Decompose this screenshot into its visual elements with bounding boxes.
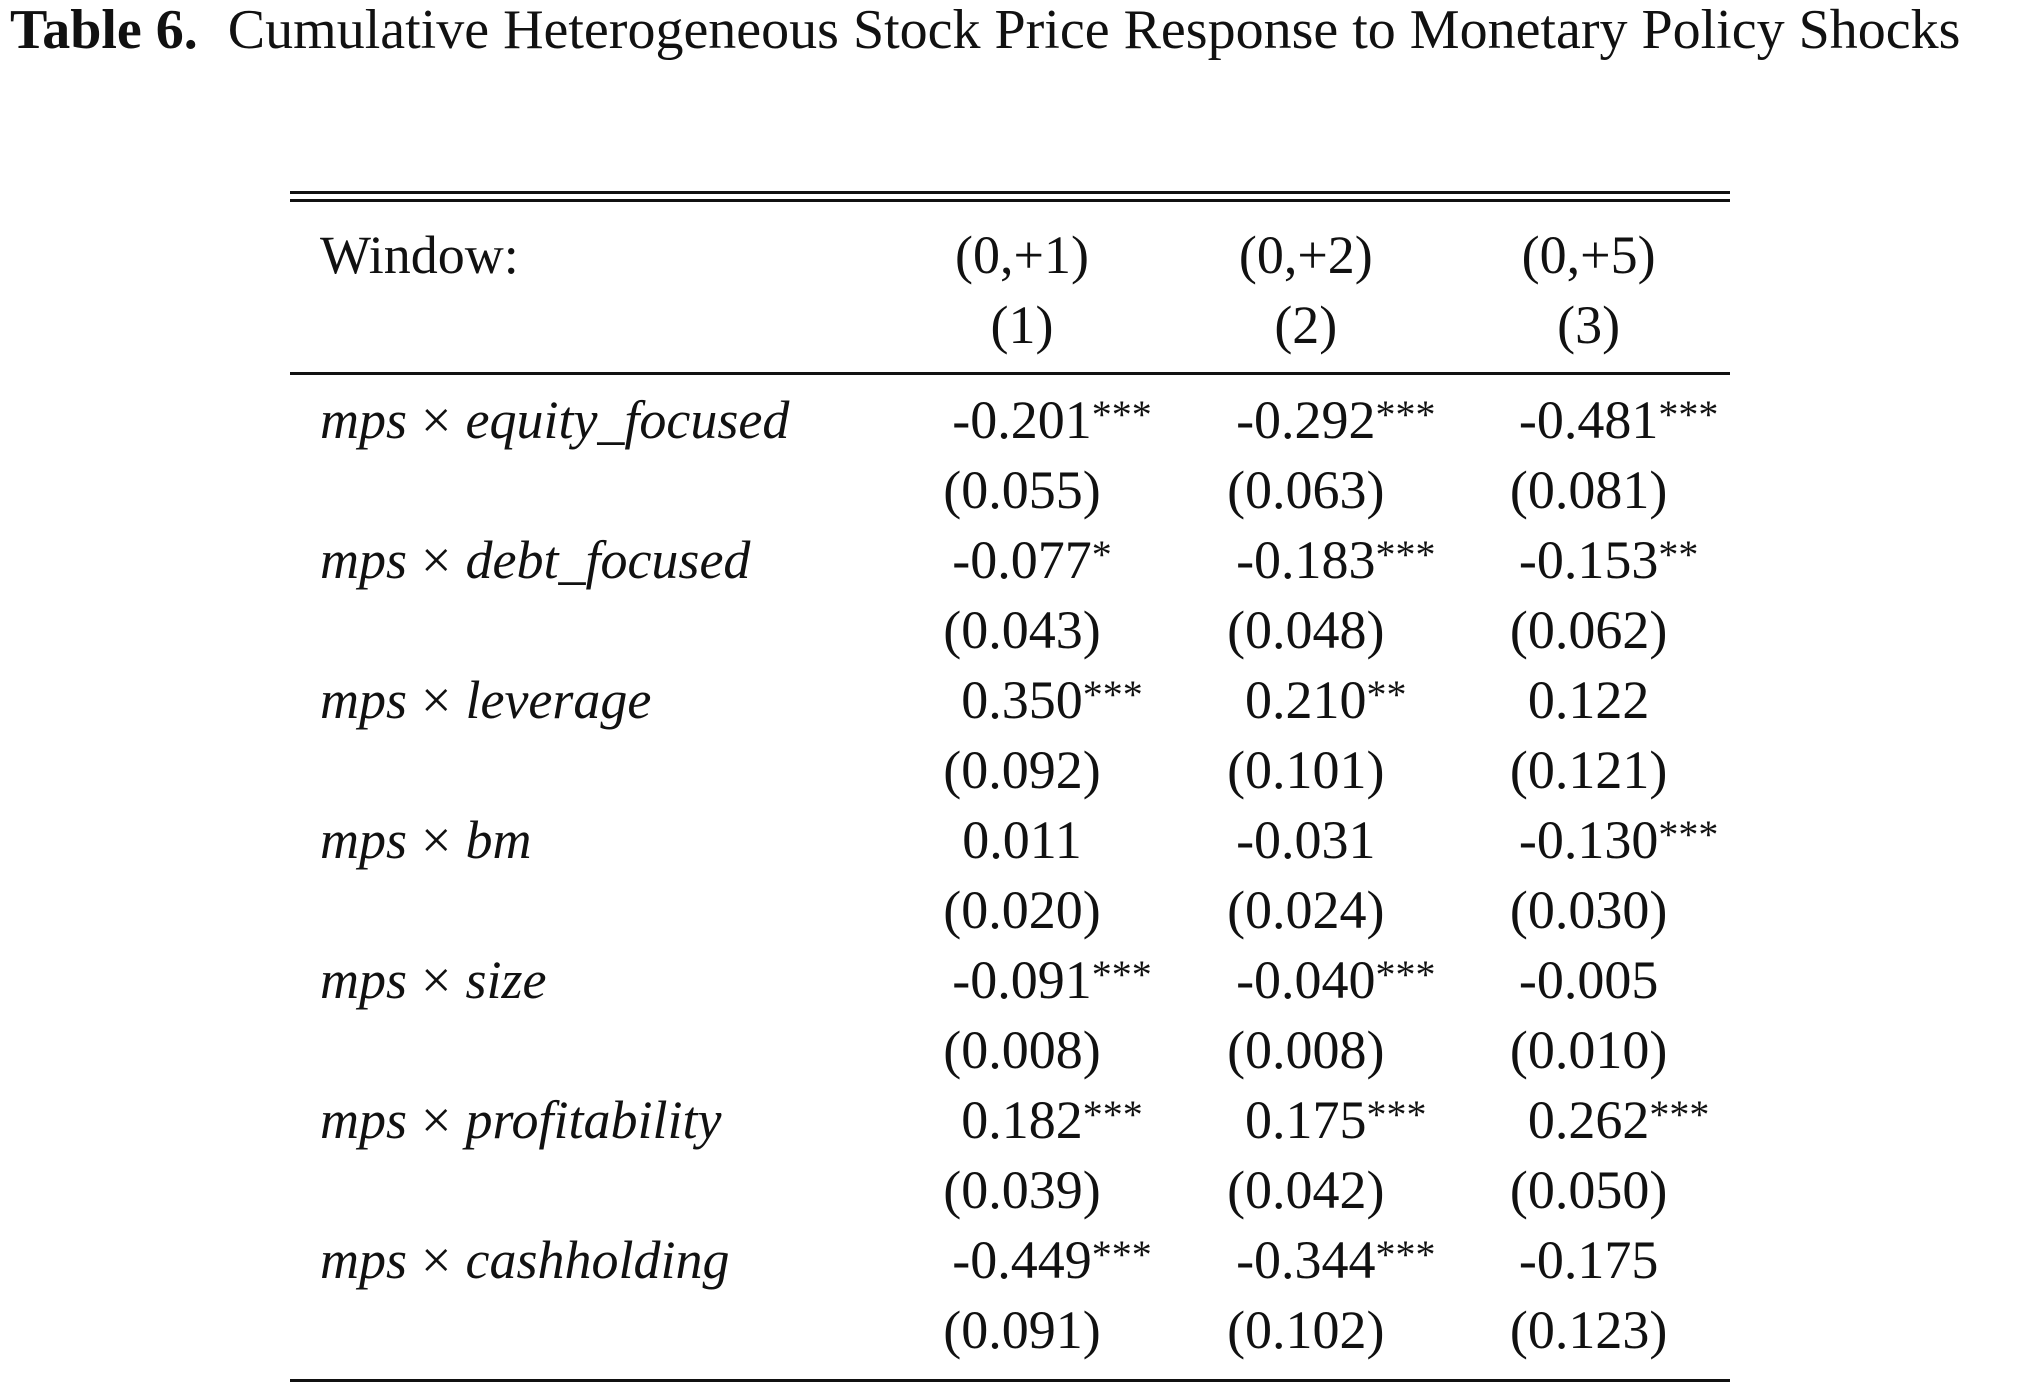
coefficient-value: -0.344 bbox=[1236, 1230, 1376, 1290]
coefficient-cell bbox=[1447, 665, 1730, 735]
header-row-windows bbox=[290, 220, 1730, 290]
coefficient-value: -0.040 bbox=[1236, 950, 1376, 1010]
coefficient-value: -0.077 bbox=[952, 530, 1092, 590]
standard-error-cell: (0.101) bbox=[1227, 740, 1385, 800]
coefficient-value: -0.091 bbox=[952, 950, 1092, 1010]
coefficient-value: -0.201 bbox=[952, 390, 1092, 450]
coefficient-cell: -0.130*** bbox=[1518, 810, 1719, 870]
standard-error-cell: (0.039) bbox=[943, 1160, 1101, 1220]
coefficient-cell: 0.182*** bbox=[961, 1090, 1143, 1150]
coefficient-value: -0.292 bbox=[1236, 390, 1376, 450]
table-number: Table 6. bbox=[10, 0, 198, 61]
standard-error-cell: (0.092) bbox=[943, 740, 1101, 800]
interaction-variable: bm bbox=[465, 810, 532, 870]
coefficient-cell: -0.481*** bbox=[1518, 390, 1719, 450]
row-label bbox=[290, 1225, 880, 1295]
standard-error-row bbox=[290, 1295, 1730, 1365]
coefficient-cell: -0.201*** bbox=[952, 390, 1152, 450]
standard-error-cell: (0.048) bbox=[1227, 600, 1385, 660]
coefficient-cell: -0.153** bbox=[1518, 530, 1699, 590]
standard-error-cell: (0.062) bbox=[1509, 600, 1668, 660]
interaction-variable: debt_focused bbox=[465, 530, 751, 590]
coefficient-row bbox=[290, 945, 1730, 1015]
coefficient-row bbox=[290, 525, 1730, 595]
standard-error-cell: (0.008) bbox=[1227, 1020, 1385, 1080]
header-row-columns bbox=[290, 290, 1730, 360]
interaction-variable: leverage bbox=[465, 670, 652, 730]
times-symbol: × bbox=[421, 810, 452, 870]
standard-error-row bbox=[290, 1155, 1730, 1225]
standard-error-cell: (0.020) bbox=[943, 880, 1101, 940]
interaction-prefix: mps bbox=[320, 390, 408, 450]
standard-error-cell: (0.050) bbox=[1509, 1160, 1668, 1220]
window-label: Window: bbox=[320, 225, 519, 285]
table-caption bbox=[10, 0, 1960, 60]
coefficient-cell: 0.210** bbox=[1245, 670, 1407, 730]
interaction-prefix: mps bbox=[320, 1230, 408, 1290]
interaction-prefix: mps bbox=[320, 1090, 408, 1150]
window-1: (0,+1) bbox=[955, 225, 1089, 285]
row-label bbox=[290, 1085, 880, 1155]
row-label bbox=[290, 525, 880, 595]
row-label bbox=[290, 665, 880, 735]
standard-error-cell: (0.123) bbox=[1509, 1300, 1668, 1360]
times-symbol: × bbox=[421, 670, 452, 730]
coefficient-cell: 0.262*** bbox=[1527, 1090, 1710, 1150]
times-symbol: × bbox=[421, 950, 452, 1010]
interaction-variable: size bbox=[465, 950, 547, 1010]
standard-error-cell: (0.081) bbox=[1509, 460, 1668, 520]
standard-error-cell: (0.102) bbox=[1227, 1300, 1385, 1360]
coefficient-cell bbox=[880, 805, 1165, 875]
row-label bbox=[290, 945, 880, 1015]
standard-error-cell: (0.091) bbox=[943, 1300, 1101, 1360]
standard-error-cell: (0.042) bbox=[1227, 1160, 1385, 1220]
times-symbol: × bbox=[421, 1090, 452, 1150]
standard-error-cell: (0.063) bbox=[1227, 460, 1385, 520]
coefficient-value: 0.182 bbox=[961, 1090, 1083, 1150]
table-header bbox=[290, 202, 1730, 372]
coefficient-value: 0.122 bbox=[1527, 670, 1650, 730]
window-2: (0,+2) bbox=[1238, 225, 1373, 285]
regression-table bbox=[290, 191, 1730, 1382]
coefficient-row bbox=[290, 805, 1730, 875]
table-title: Cumulative Heterogeneous Stock Price Response to Monetary Policy Shocks bbox=[227, 0, 1961, 61]
coefficient-cell: 0.350*** bbox=[961, 670, 1143, 730]
coefficient-row bbox=[290, 1225, 1730, 1295]
interaction-variable: profitability bbox=[465, 1090, 722, 1150]
standard-error-cell: (0.055) bbox=[943, 460, 1101, 520]
standard-error-cell: (0.043) bbox=[943, 600, 1101, 660]
interaction-prefix: mps bbox=[320, 670, 408, 730]
interaction-prefix: mps bbox=[320, 950, 408, 1010]
row-label bbox=[290, 385, 880, 455]
column-number-1: (1) bbox=[990, 295, 1054, 355]
bottom-rule bbox=[290, 1379, 1730, 1382]
coefficient-value: 0.210 bbox=[1245, 670, 1367, 730]
standard-error-row bbox=[290, 875, 1730, 945]
coefficient-value: -0.175 bbox=[1518, 1230, 1659, 1290]
window-3: (0,+5) bbox=[1521, 225, 1656, 285]
interaction-prefix: mps bbox=[320, 810, 408, 870]
standard-error-cell: (0.008) bbox=[943, 1020, 1101, 1080]
coefficient-cell: -0.344*** bbox=[1236, 1230, 1436, 1290]
interaction-variable: cashholding bbox=[465, 1230, 730, 1290]
times-symbol: × bbox=[421, 390, 452, 450]
coefficient-cell bbox=[1164, 805, 1447, 875]
coefficient-row bbox=[290, 1085, 1730, 1155]
coefficient-cell: -0.077* bbox=[952, 530, 1112, 590]
coefficient-value: 0.175 bbox=[1245, 1090, 1367, 1150]
coefficient-cell: -0.091*** bbox=[952, 950, 1152, 1010]
coefficient-row bbox=[290, 665, 1730, 735]
standard-error-row bbox=[290, 455, 1730, 525]
coefficient-value: -0.005 bbox=[1518, 950, 1659, 1010]
coefficient-value: -0.130 bbox=[1518, 810, 1659, 870]
table-body bbox=[290, 375, 1730, 1379]
standard-error-row bbox=[290, 595, 1730, 665]
interaction-prefix: mps bbox=[320, 530, 408, 590]
coefficient-value: -0.031 bbox=[1236, 810, 1376, 870]
coefficient-cell bbox=[1447, 945, 1730, 1015]
coefficient-value: 0.350 bbox=[961, 670, 1083, 730]
top-rule bbox=[290, 191, 1730, 202]
coefficient-value: -0.183 bbox=[1236, 530, 1376, 590]
times-symbol: × bbox=[421, 1230, 452, 1290]
times-symbol: × bbox=[421, 530, 452, 590]
interaction-variable: equity_focused bbox=[465, 390, 790, 450]
column-number-3: (3) bbox=[1557, 295, 1621, 355]
standard-error-cell: (0.030) bbox=[1509, 880, 1668, 940]
coefficient-cell: -0.183*** bbox=[1236, 530, 1436, 590]
coefficient-value: -0.449 bbox=[952, 1230, 1092, 1290]
coefficient-value: 0.011 bbox=[962, 810, 1082, 870]
coefficient-row bbox=[290, 385, 1730, 455]
coefficient-value: 0.262 bbox=[1527, 1090, 1650, 1150]
standard-error-row bbox=[290, 1015, 1730, 1085]
coefficient-cell: 0.175*** bbox=[1245, 1090, 1427, 1150]
coefficient-value: -0.481 bbox=[1518, 390, 1659, 450]
standard-error-row bbox=[290, 735, 1730, 805]
coefficient-cell: -0.040*** bbox=[1236, 950, 1436, 1010]
coefficient-cell: -0.292*** bbox=[1236, 390, 1436, 450]
standard-error-cell: (0.121) bbox=[1509, 740, 1668, 800]
row-label bbox=[290, 805, 880, 875]
coefficient-cell bbox=[1447, 1225, 1730, 1295]
coefficient-cell: -0.449*** bbox=[952, 1230, 1152, 1290]
coefficient-value: -0.153 bbox=[1518, 530, 1659, 590]
column-number-2: (2) bbox=[1274, 295, 1338, 355]
standard-error-cell: (0.024) bbox=[1227, 880, 1385, 940]
standard-error-cell: (0.010) bbox=[1509, 1020, 1668, 1080]
